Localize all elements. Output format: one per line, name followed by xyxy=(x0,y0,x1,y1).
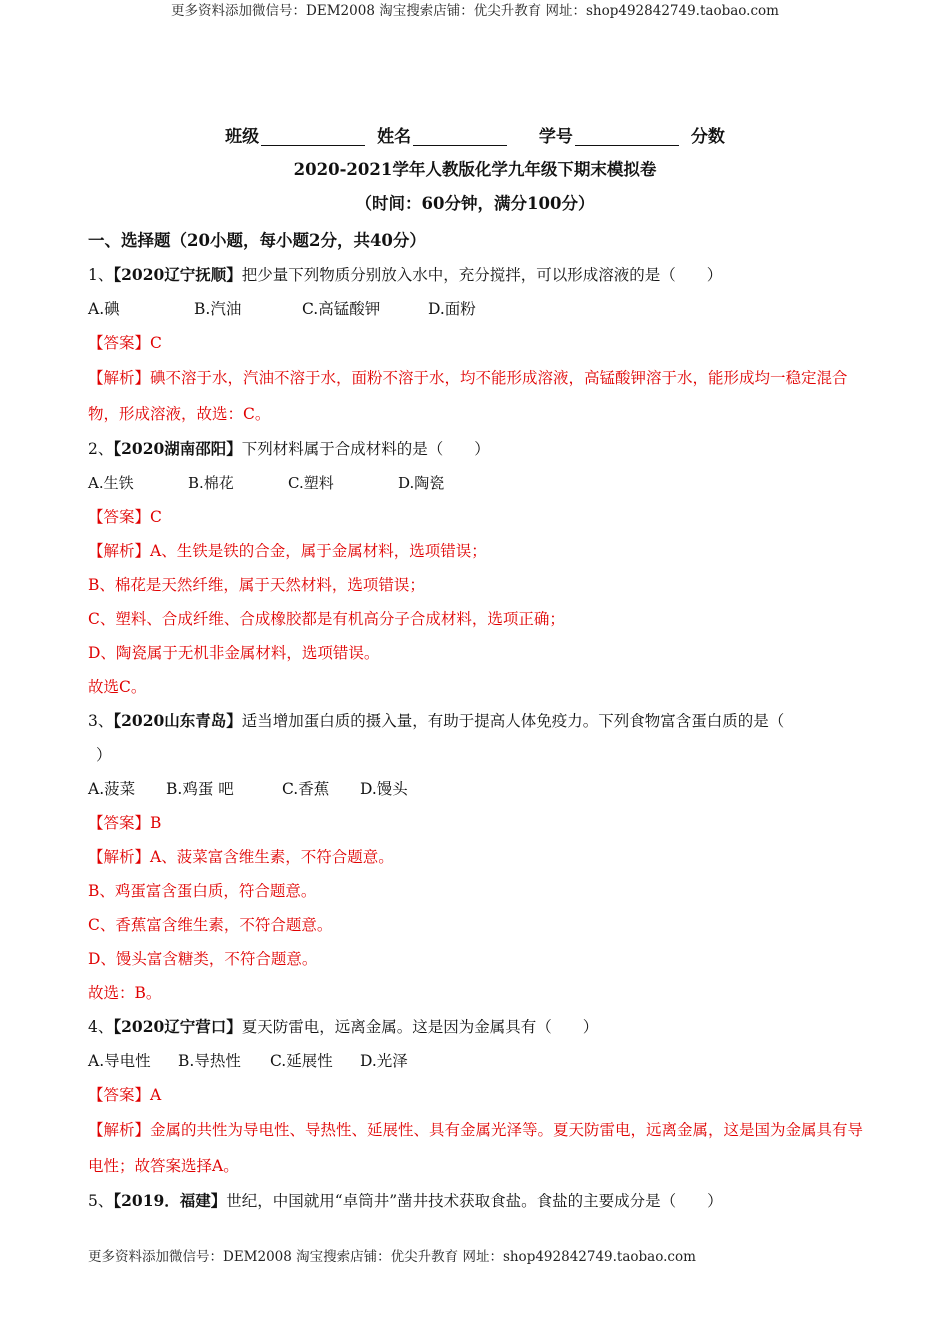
q1-answer: 【答案】C xyxy=(88,334,162,352)
q2-analysis-a: 【解析】A、生铁是铁的合金，属于金属材料，选项错误； xyxy=(88,542,487,560)
q2-option-b: B.棉花 xyxy=(188,474,234,492)
q1-option-a: A.碘 xyxy=(88,300,120,318)
q3-analysis-a: 【解析】A、菠菜富含维生素，不符合题意。 xyxy=(88,848,394,866)
q2-options xyxy=(88,470,868,496)
number-label: 学号 xyxy=(538,127,573,147)
q3-text: 适当增加蛋白质的摄入量，有助于提高人体免疫力。下列食物富含蛋白质的是（ xyxy=(241,712,785,730)
q2-conclusion: 故选C。 xyxy=(88,678,147,696)
q4-source: 【2020辽宁营口】 xyxy=(113,1017,242,1036)
q2-analysis-b: B、棉花是天然纤维，属于天然材料，选项错误； xyxy=(88,576,425,594)
q1-analysis: 【解析】碘不溶于水，汽油不溶于水，面粉不溶于水，均不能形成溶液，高锰酸钾溶于水，能形成均一稳定混合物，形成溶液，故选：C。 xyxy=(88,369,848,423)
q1-stem xyxy=(88,262,868,288)
q2-answer: 【答案】C xyxy=(88,508,162,526)
q3-options xyxy=(88,776,868,802)
q2-text: 下列材料属于合成材料的是（ ） xyxy=(241,440,490,458)
q3-source: 【2020山东青岛】 xyxy=(113,711,242,730)
page-footer: 更多资料添加微信号：DEM2008 淘宝搜索店铺：优尖升教育 网址：shop492842749.taobao.com xyxy=(88,1249,696,1265)
q2-option-d: D.陶瓷 xyxy=(398,474,445,492)
q3-number: 3、 xyxy=(88,712,114,730)
exam-time: （时间：60分钟，满分100分） xyxy=(355,194,595,213)
q2-stem xyxy=(88,436,868,462)
number-blank[interactable] xyxy=(575,127,679,146)
class-label: 班级 xyxy=(225,127,260,147)
score-label: 分数 xyxy=(690,127,725,147)
q5-stem xyxy=(88,1188,868,1214)
q3-stem-cont: ） xyxy=(96,746,112,764)
q2-option-a: A.生铁 xyxy=(88,474,134,492)
section-heading: 一、选择题（20小题，每小题2分，共40分） xyxy=(88,231,426,250)
name-label: 姓名 xyxy=(377,127,412,147)
q3-option-a: A.菠菜 xyxy=(88,780,136,798)
q1-source: 【2020辽宁抚顺】 xyxy=(113,265,242,284)
q3-analysis-d: D、馒头富含糖类，不符合题意。 xyxy=(88,950,318,968)
q3-option-d: D.馒头 xyxy=(360,780,408,798)
q3-conclusion: 故选：B。 xyxy=(88,984,162,1002)
name-blank[interactable] xyxy=(413,127,507,146)
q4-text: 夏天防雷电，远离金属。这是因为金属具有（ ） xyxy=(241,1018,599,1036)
q5-text: 世纪，中国就用“卓筒井”凿井技术获取食盐。食盐的主要成分是（ ） xyxy=(226,1192,723,1210)
q4-options xyxy=(88,1048,868,1074)
q3-analysis-c: C、香蕉富含维生素，不符合题意。 xyxy=(88,916,333,934)
q4-option-a: A.导电性 xyxy=(88,1052,151,1070)
q1-option-c: C.高锰酸钾 xyxy=(302,300,381,318)
q2-option-c: C.塑料 xyxy=(288,474,334,492)
q4-option-b: B.导热性 xyxy=(178,1052,241,1070)
q2-source: 【2020湖南邵阳】 xyxy=(113,439,242,458)
page-header: 更多资料添加微信号：DEM2008 淘宝搜索店铺：优尖升教育 网址：shop492842749.taobao.com xyxy=(171,3,779,19)
class-blank[interactable] xyxy=(261,127,365,146)
q3-analysis-b: B、鸡蛋富含蛋白质，符合题意。 xyxy=(88,882,317,900)
title-block xyxy=(0,124,950,216)
student-info-line xyxy=(0,124,950,150)
q1-text: 把少量下列物质分别放入水中，充分搅拌，可以形成溶液的是（ ） xyxy=(241,266,723,284)
q3-option-c: C.香蕉 xyxy=(282,780,330,798)
q1-option-d: D.面粉 xyxy=(428,300,476,318)
q4-stem xyxy=(88,1014,868,1040)
q2-analysis-c: C、塑料、合成纤维、合成橡胶都是有机高分子合成材料，选项正确； xyxy=(88,610,565,628)
q2-analysis-d: D、陶瓷属于无机非金属材料，选项错误。 xyxy=(88,644,380,662)
q1-options xyxy=(88,296,868,322)
q1-number: 1、 xyxy=(88,266,114,284)
q4-number: 4、 xyxy=(88,1018,114,1036)
q2-number: 2、 xyxy=(88,440,114,458)
q4-option-d: D.光泽 xyxy=(360,1052,408,1070)
q1-option-b: B.汽油 xyxy=(194,300,242,318)
q3-answer: 【答案】B xyxy=(88,814,162,832)
exam-title: 2020-2021学年人教版化学九年级下期末模拟卷 xyxy=(293,160,657,179)
q5-number: 5、 xyxy=(88,1192,114,1210)
q3-stem xyxy=(88,708,868,734)
q4-analysis: 【解析】金属的共性为导电性、导热性、延展性、具有金属光泽等。夏天防雷电，远离金属，这是国为金属具有导电性；故答案选择A。 xyxy=(88,1121,864,1175)
q4-answer: 【答案】A xyxy=(88,1086,162,1104)
q3-option-b: B.鸡蛋 吧 xyxy=(166,780,234,798)
questions xyxy=(88,228,868,1222)
q5-source: 【2019．福建】 xyxy=(113,1191,227,1210)
q4-option-c: C.延展性 xyxy=(270,1052,333,1070)
